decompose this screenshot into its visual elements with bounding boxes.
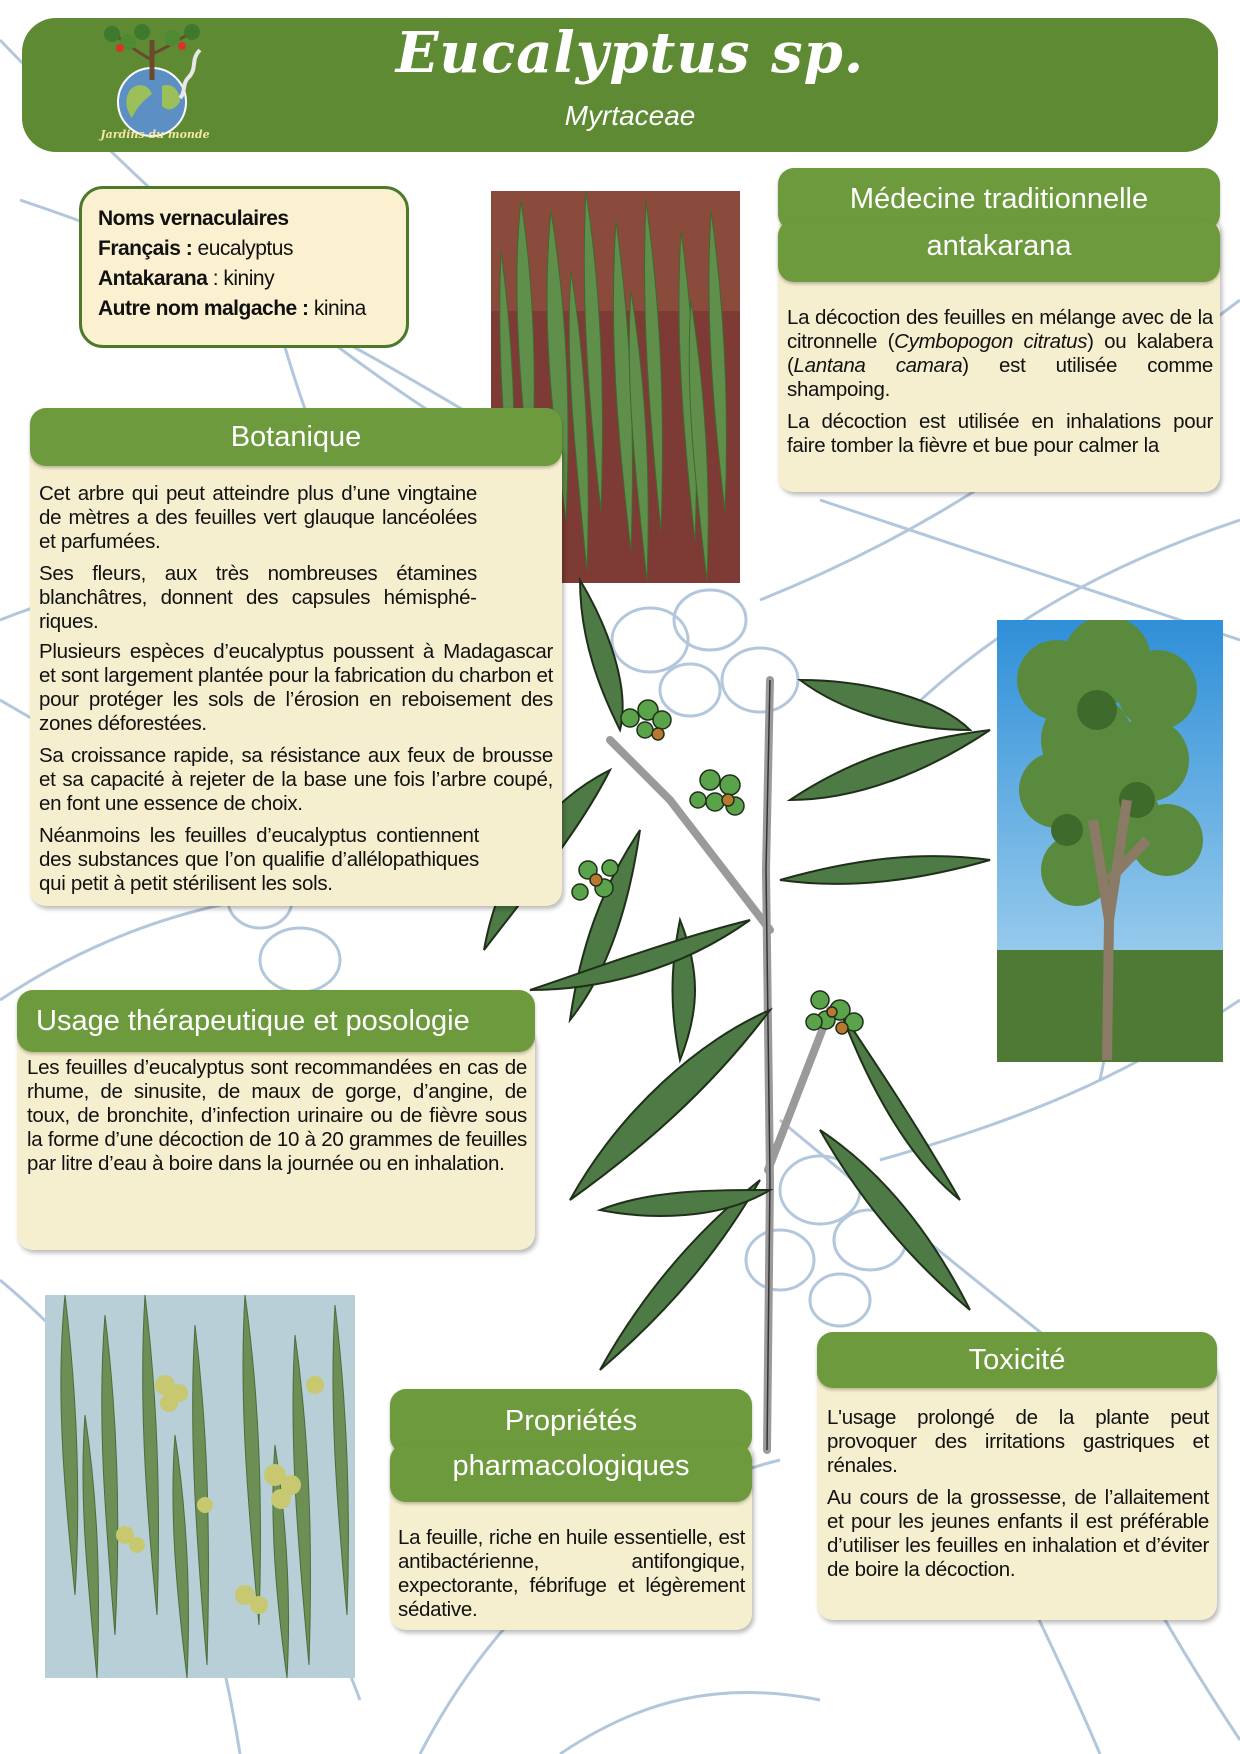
vernacular-malagasy: Autre nom malgache : kinina (98, 297, 366, 320)
medecine-text (787, 306, 1213, 466)
proprietes-heading-line2: pharmacologiques (390, 1444, 752, 1502)
logo-caption: Jardins du monde (100, 128, 210, 141)
botanique-text-top (39, 482, 477, 642)
medecine-p2: La décoction est utilisée en inhalations pour faire tomber la fièvre et bue pour calmer la (787, 410, 1213, 457)
usage-p1: Les feuilles d’eucalyptus sont recommandées en cas de rhume, de sinusite, de maux de gorge, d’angine, de toux, de bronchite, d’infection urinaire ou de fièvre sous la forme d’une décoction de 10 à 20 grammes de feuilles par litre d’eau à boire dans la journée ou en inhalation. (27, 1056, 527, 1175)
vernacular-french: Français : eucalyptus (98, 237, 293, 260)
medecine-heading-line1: Médecine traditionnelle (778, 168, 1220, 230)
proprietes-heading-line1: Propriétés (390, 1389, 752, 1453)
flowers-photo (45, 1295, 355, 1678)
plant-family: Myrtaceae (564, 100, 696, 131)
proprietes-text (398, 1526, 745, 1630)
botanique-p3: Plusieurs espèces d’eucalyptus poussent à Madagascar et sont largement plantée pour la fabrication du charbon et pour protéger les sols de l’érosion en reboisement des zones déforestées. (39, 640, 553, 735)
vernacular-heading: Noms vernaculaires (98, 207, 289, 230)
toxicite-p1: L'usage prolongé de la plante peut provoquer des irritations gastriques et rénales. (827, 1406, 1209, 1477)
vernacular-antakarana: Antakarana : kininy (98, 267, 275, 290)
vernacular-names-box (79, 186, 409, 348)
medecine-heading-line2: antakarana (778, 220, 1220, 282)
tree-photo (997, 620, 1223, 1062)
toxicite-text (827, 1406, 1209, 1590)
usage-text (27, 1056, 527, 1184)
usage-heading: Usage thérapeutique et posologie (17, 990, 535, 1052)
botanique-text-bottom (39, 640, 553, 904)
botanique-p1: Cet arbre qui peut atteindre plus d’une vingtaine de mètres a des feuilles vert glauque lancéolées et parfumées. (39, 482, 477, 553)
page-title: Eucalyptus sp. (395, 20, 865, 86)
toxicite-heading: Toxicité (817, 1332, 1217, 1388)
botanique-p4: Sa croissance rapide, sa résistance aux feux de brousse et sa capacité à rejeter de la base une fois l’arbre coupé, en font une essence de choix. (39, 744, 553, 815)
botanique-p2: Ses fleurs, aux très nombreuses étamines blanchâtres, donnent des capsules hémisphériques. (39, 562, 477, 633)
medecine-p1: La décoction des feuilles en mélange avec de la citronnelle (Cymbopogon citratus) ou kalabera (Lantana camara) est utilisée comme shampoing. (787, 306, 1213, 401)
botanique-heading: Botanique (30, 408, 562, 466)
toxicite-p2: Au cours de la grossesse, de l’allaitement et pour les jeunes enfants il est préférable d’utiliser les feuilles en inhalation et d’éviter de boire la décoction. (827, 1486, 1209, 1581)
proprietes-p1: La feuille, riche en huile essentielle, est antibactérienne, antifongique, expectorante, fébrifuge et légèrement sédative. (398, 1526, 745, 1621)
botanique-p5: Néanmoins les feuilles d’eucalyptus contiennent des substances que l’on qualifie d’allélopathiques qui petit à petit stérilisent les sols. (39, 824, 479, 895)
